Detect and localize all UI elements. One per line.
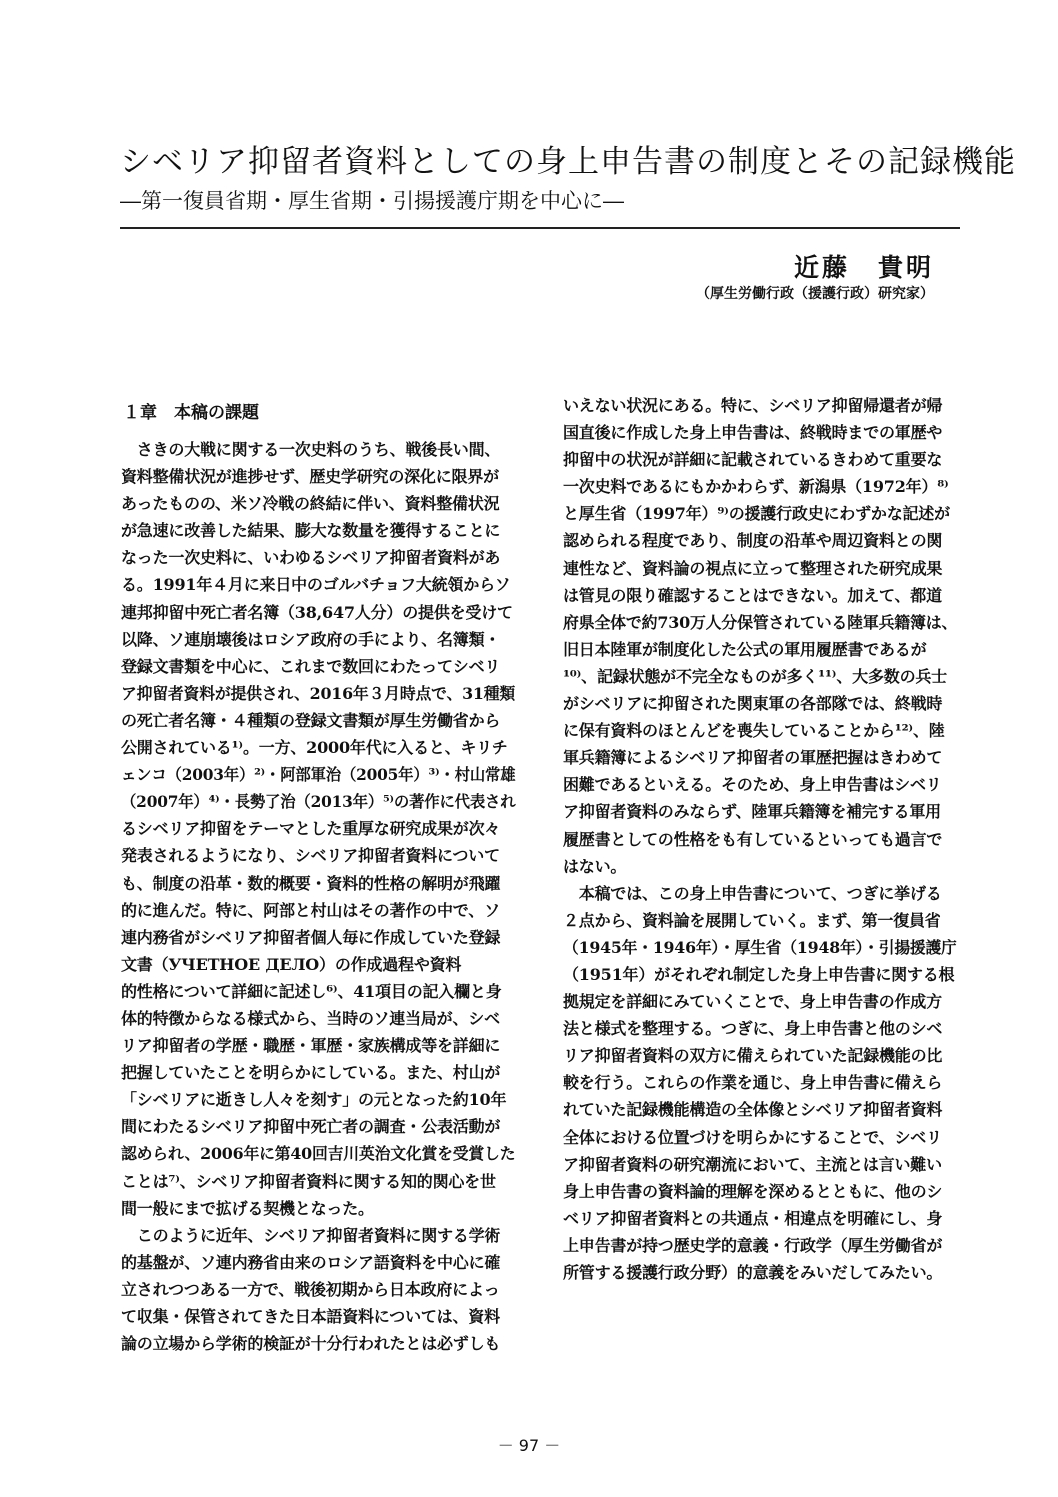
body-text-line: 「シベリアに逝きし人々を刻す」の元となった約10年 (121, 1090, 507, 1110)
body-text-line: 発表されるようになり、シベリア抑留者資料について (121, 846, 500, 866)
body-text-line: （1945年・1946年）・厚生省（1948年）・引揚援護庁 (563, 937, 957, 957)
body-text-line: の死亡者名簿・４種類の登録文書類が厚生労働省から (121, 710, 501, 730)
author-affiliation: （厚生労働行政（援護行政）研究家） (696, 286, 934, 302)
body-text-line: るシベリア抑留をテーマとした重厚な研究成果が次々 (121, 819, 501, 839)
body-text-line: 資料整備状況が進捗せず、歴史学研究の深化に限界が (121, 467, 499, 487)
body-text-line: は管見の限り確認することはできない。加えて、都道 (563, 585, 942, 605)
body-text-line: 把握していたことを明らかにしている。また、村山が (121, 1063, 501, 1083)
body-text-line: 困難であるといえる。そのため、身上申告書はシベリ (563, 775, 942, 795)
right-column (563, 392, 957, 1286)
body-text-line: （1951年）がそれぞれ制定した身上申告書に関する根 (563, 964, 955, 984)
left-column (121, 392, 515, 1357)
body-text-line: ア抑留者資料が提供され、2016年３月時点で、31種類 (121, 683, 516, 703)
body-text-line: 連邦抑留中死亡者名簿（38,647人分）の提供を受けて (121, 602, 513, 622)
body-text-line: に保有資料のほとんどを喪失していることから¹²⁾、陸 (563, 721, 945, 741)
body-text-line: 連性など、資料論の視点に立って整理された研究成果 (563, 558, 943, 578)
section-heading: １章 本稿の課題 (123, 403, 259, 423)
body-text-line: あったものの、米ソ冷戦の終結に伴い、資料整備状況 (121, 494, 500, 514)
body-text-line: る。1991年４月に来日中のゴルバチョフ大統領からソ (121, 575, 511, 595)
body-text-line: ベリア抑留者資料との共通点・相違点を明確にし、身 (563, 1208, 943, 1228)
body-text-line: 文書（УЧЕТНОЕ ДЕЛО）の作成過程や資料 (121, 954, 462, 974)
body-text-line: このように近年、シベリア抑留者資料に関する学術 (121, 1225, 501, 1245)
body-text-line: 論の立場から学術的検証が十分行われたとは必ずしも (121, 1334, 501, 1354)
body-text-line: 軍兵籍簿によるシベリア抑留者の軍歴把握はきわめて (563, 748, 943, 768)
body-text-line: 的性格について詳細に記述し⁶⁾、41項目の記入欄と身 (121, 981, 502, 1001)
body-text-line: ア抑留者資料のみならず、陸軍兵籍簿を補完する軍用 (563, 802, 941, 822)
body-text-line: 一次史料であるにもかかわらず、新潟県（1972年）⁸⁾ (563, 477, 949, 497)
body-text-line: ¹⁰⁾、記録状態が不完全なものが多く¹¹⁾、大多数の兵士 (563, 666, 947, 686)
body-text-line: 連内務省がシベリア抑留者個人毎に作成していた登録 (121, 927, 501, 947)
body-text-line: 法と様式を整理する。つぎに、身上申告書と他のシベ (563, 1019, 943, 1039)
body-text-line: れていた記録機能構造の全体像とシベリア抑留者資料 (563, 1100, 943, 1120)
body-text-line: いえない状況にある。特に、シベリア抑留帰還者が帰 (563, 396, 943, 415)
body-text-line: も、制度の沿革・数的概要・資料的性格の解明が飛躍 (121, 873, 501, 893)
body-text-line: リア抑留者資料の双方に備えられていた記録機能の比 (563, 1046, 943, 1066)
paper-subtitle: ―第一復員省期・厚生省期・引揚援護庁期を中心に― (120, 189, 624, 213)
body-text-line: 間にわたるシベリア抑留中死亡者の調査・公表活動が (121, 1117, 501, 1137)
body-text-line: ェンコ（2003年）²⁾・阿部軍治（2005年）³⁾・村山常雄 (121, 765, 516, 785)
body-text-line: 体的特徴からなる様式から、当時のソ連当局が、シベ (121, 1008, 500, 1028)
body-text-line: 履歴書としての性格をも有しているといっても過言で (563, 829, 943, 849)
body-text-line: が急速に改善した結果、膨大な数量を獲得することに (121, 521, 501, 541)
body-text-line: と厚生省（1997年）⁹⁾の援護行政史にわずかな記述が (563, 504, 950, 524)
author-name: 近藤 貴明 (793, 253, 934, 282)
body-text-line: 抑留中の状況が詳細に記載されているきわめて重要な (563, 450, 943, 470)
body-text-line: 府県全体で約730万人分保管されている陸軍兵籍簿は、 (563, 612, 958, 632)
body-text-line: リア抑留者の学歴・職歴・軍歴・家族構成等を詳細に (121, 1036, 501, 1056)
body-text-line: 公開されている¹⁾。一方、2000年代に入ると、キリチ (121, 738, 508, 758)
body-text-line: 的に進んだ。特に、阿部と村山はその著作の中で、ソ (121, 900, 500, 920)
body-text-line: 立されつつある一方で、戦後初期から日本政府によっ (121, 1279, 500, 1299)
body-text-line: がシベリアに抑留された関東軍の各部隊では、終戦時 (563, 694, 943, 714)
body-text-line: はない。 (563, 856, 627, 876)
body-text-line: 全体における位置づけを明らかにすることで、シベリ (563, 1127, 942, 1147)
body-text-line: 上申告書が持つ歴史学的意義・行政学（厚生労働省が (563, 1235, 943, 1255)
body-text-line: て収集・保管されてきた日本語資料については、資料 (121, 1307, 500, 1326)
body-text-line: 認められる程度であり、制度の沿革や周辺資料との関 (563, 531, 943, 551)
body-text-line: 認められ、2006年に第40回吉川英治文化賞を受賞した (121, 1144, 516, 1164)
body-text-line: 身上申告書の資料論的理解を深めるとともに、他のシ (563, 1181, 943, 1201)
body-text-line: ことは⁷⁾、シベリア抑留者資料に関する知的関心を世 (121, 1171, 496, 1191)
body-text-line: 間一般にまで拡げる契機となった。 (121, 1198, 374, 1218)
body-text-line: （2007年）⁴⁾・長勢了治（2013年）⁵⁾の著作に代表され (121, 792, 516, 812)
body-text-line: 登録文書類を中心に、これまで数回にわたってシベリ (121, 656, 501, 676)
body-text-line: ア抑留者資料の研究潮流において、主流とは言い難い (563, 1154, 942, 1174)
paper-title: シベリア抑留者資料としての身上申告書の制度とその記録機能 (120, 144, 1016, 180)
body-text-line: 本稿では、この身上申告書について、つぎに挙げる (563, 883, 942, 903)
title-rule (120, 227, 960, 229)
page-number: － 97 － (497, 1436, 561, 1455)
body-text-line: さきの大戦に関する一次史料のうち、戦後長い間、 (121, 440, 501, 459)
body-text-line: 旧日本陸軍が制度化した公式の軍用履歴書であるが (563, 639, 927, 659)
body-text-line: なった一次史料に、いわゆるシベリア抑留者資料があ (121, 548, 501, 568)
body-text-line: ２点から、資料論を展開していく。まず、第一復員省 (563, 910, 941, 930)
body-text-line: 以降、ソ連崩壊後はロシア政府の手により、名簿類・ (121, 629, 501, 649)
body-text-line: 国直後に作成した身上申告書は、終戦時までの軍歴や (563, 423, 943, 443)
body-text-line: 的基盤が、ソ連内務省由来のロシア語資料を中心に確 (121, 1252, 501, 1272)
body-text-line: 較を行う。これらの作業を通じ、身上申告書に備えら (563, 1073, 943, 1093)
body-text-line: 拠規定を詳細にみていくことで、身上申告書の作成方 (563, 992, 942, 1012)
body-text-line: 所管する援護行政分野）的意義をみいだしてみたい。 (563, 1263, 943, 1282)
